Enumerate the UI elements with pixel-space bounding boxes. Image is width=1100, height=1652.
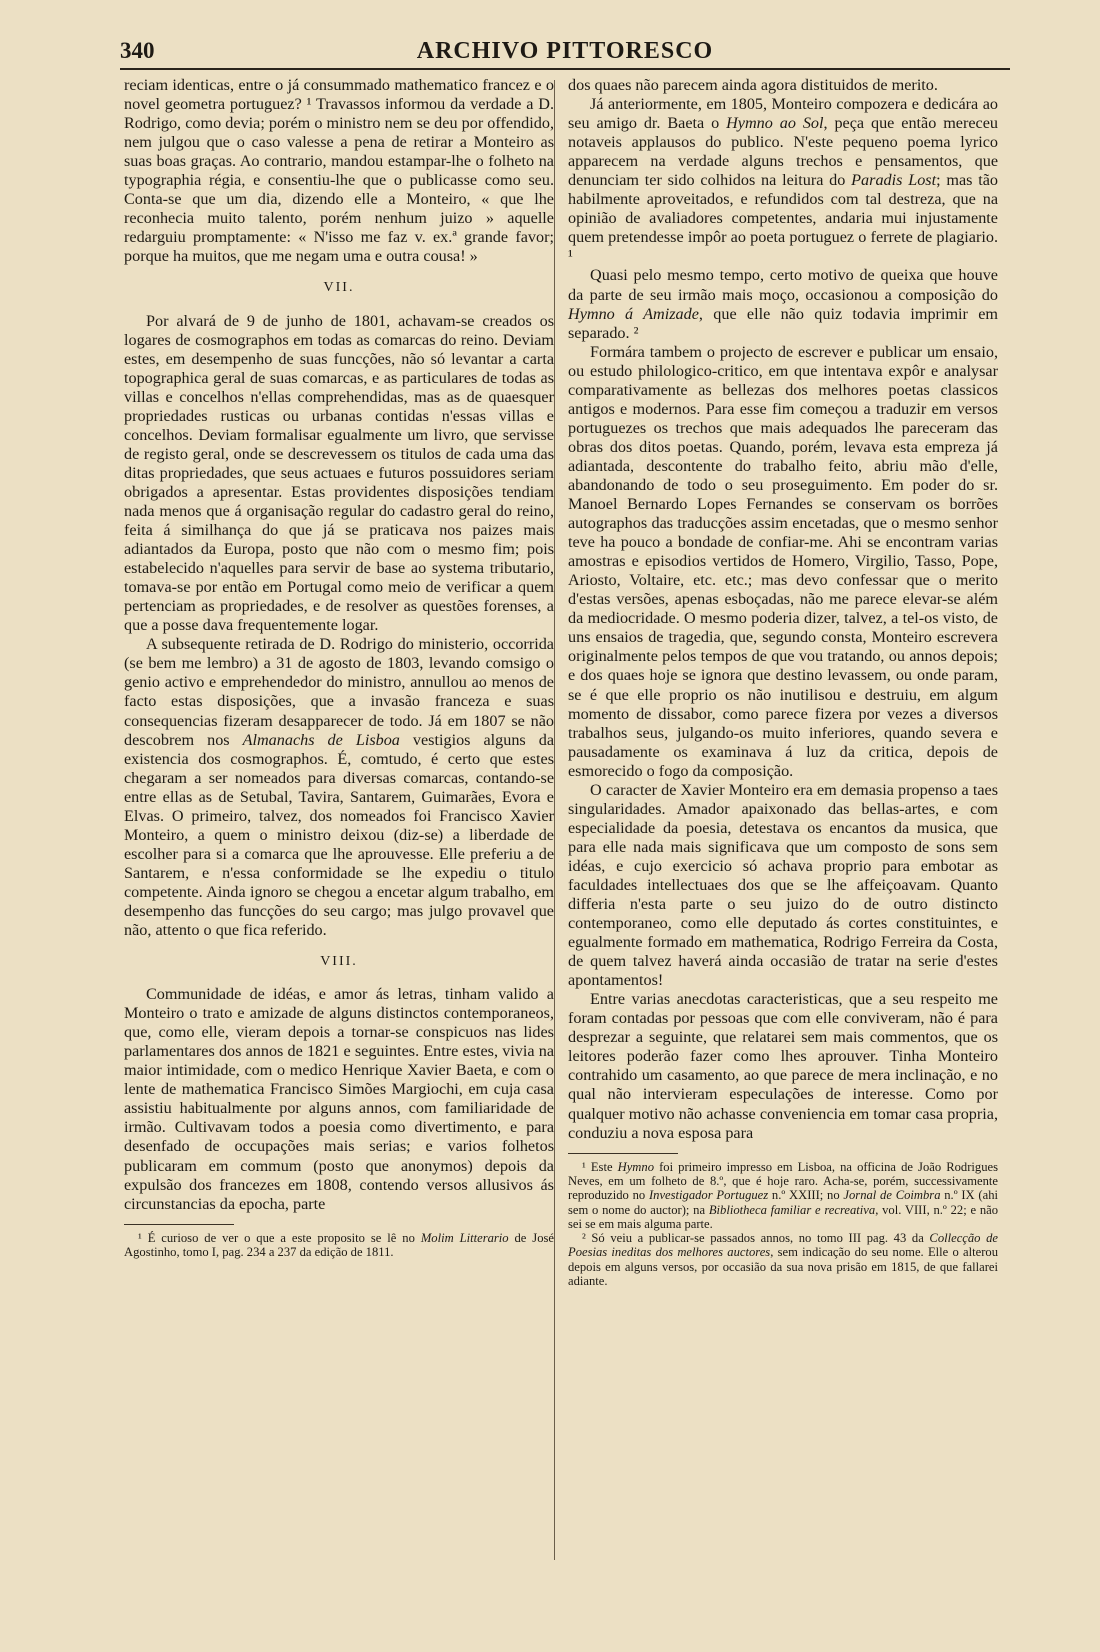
footnote-rule [124, 1224, 234, 1225]
text-run: ¹ Este [582, 1159, 618, 1174]
paragraph: reciam identicas, entre o já consummado mathematico francez e o novel geometra portuguez? ¹ Travassos informou da verdade a D. Rodrigo, como devia; porém o ministro nem se deu por offendido, nem julgou que o caso valesse a pena de retirar a Monteiro as suas boas graças. Ao contrario, mandou estampar-lhe o folheto na typographia régia, e consentiu-lhe que o publicasse como seu. Conta-se que um dia, dizendo elle a Monteiro, « que lhe reconhecia muito talento, porém nenhum juizo » aquelle redarguiu promptamente: « N'isso me faz v. ex.ª grande favor; porque ha muitos, que me negam uma e outra cousa! » [124, 76, 554, 266]
section-heading-viii: VIII. [320, 954, 358, 970]
italic-title: Hymno á Amizade [568, 304, 699, 323]
footnote [568, 1231, 998, 1288]
footnote [124, 1231, 554, 1260]
text-run: , sem indicação do seu nome. Elle o alterou depois em alguns versos, por occasião da sua nova prisão em 1815, de que fallarei adiante. [568, 1245, 999, 1288]
page-header [120, 36, 1010, 70]
text-run: , vol. VIII, n.º 22; e não sei se em mais alguma parte. [568, 1202, 999, 1231]
text-run: de José Agostinho, tomo I, pag. 234 a 237 da edição de 1811. [124, 1230, 554, 1259]
footnote-rule [568, 1153, 678, 1154]
footnotes [124, 1231, 554, 1260]
text-run: A subsequente retirada de D. Rodrigo do ministerio, occorrida (se bem me lembro) a 31 de agosto de 1803, levando comsigo o genio activo e emprehendedor do ministro, annullou ao menos de facto estas disposições, que a invasão franceza e suas consequencias fizeram desapparecer de todo. Já em 1807 se não descobrem nos [124, 635, 554, 749]
left-column [124, 76, 554, 1259]
running-title: ARCHIVO PITTORESCO [416, 38, 714, 64]
italic-title: Molim Litterario [420, 1230, 509, 1245]
paragraph: Entre varias anecdotas caracteristicas, que a seu respeito me foram contadas por pessoas que com elle conviveram, não é para desprezar a seguinte, que relatarei sem mais commentos, que os leitores poderão fazer como lhes aprouver. Tinha Monteiro contrahido um casamento, ao que parece de mera inclinação, e no qual não intervieram especulações de interesse. Como por qualquer motivo não achasse conveniencia em tomar casa propria, conduziu a nova esposa para [568, 990, 998, 1142]
paragraph [568, 266, 998, 342]
section-heading-vii: VII. [323, 280, 355, 296]
text-run: foi primeiro impresso em Lisboa, na officina de João Rodrigues Neves, em um folheto de 8.º, que é hoje raro. Acha-se, porém, successivamente reproduzido no [568, 1159, 998, 1203]
italic-title: Paradis Lost [851, 171, 937, 190]
text-run: n.º IX (ahi sem o nome do auctor); na [568, 1188, 998, 1217]
text-run: ; mas tão habilmente aproveitados, e refundidos com tal destreza, que na opinião de avaliadores competentes, andaria mui injustamente quem pretendesse impôr ao poeta portuguez o ferrete de plagiario. ¹ [568, 171, 998, 266]
paragraph: Communidade de idéas, e amor ás letras, tinham valido a Monteiro o trato e amizade de alguns distinctos contemporaneos, que, como elle, vieram depois a tornar-se conspicuos nas lides parlamentares dos annos de 1821 e seguintes. Entre estes, vivia na maior intimidade, com o medico Henrique Xavier Baeta, e com o lente de mathematica Francisco Simões Margiochi, em cuja casa assistiu habitualmente por alguns annos, com familiaridade de irmão. Cultivavam todos a poesia como divertimento, e para desenfado de occupações mais serias; e varios folhetos publicaram em commum (posto que anonymos) depois da expulsão dos francezes em 1808, contendo versos allusivos ás circunstancias da epocha, parte [124, 985, 554, 1213]
paragraph [124, 635, 554, 940]
text-run: Quasi pelo mesmo tempo, certo motivo de queixa que houve da parte de seu irmão mais moço, occasionou a composição do [568, 266, 998, 304]
italic-title: Hymno [617, 1159, 654, 1174]
paragraph [568, 95, 998, 266]
italic-title: Jornal de Coimbra [843, 1188, 941, 1203]
text-run: ² Só veiu a publicar-se passados annos, no tomo III pag. 43 da [582, 1231, 930, 1246]
text-run: vestigios alguns da existencia dos cosmographos. É, comtudo, é certo que estes chegaram a ser nomeados para diversas comarcas, contando-se entre ellas as de Setubal, Tavira, Santarem, Guimarães, Evora e Elvas. O primeiro, talvez, dos nomeados foi Francisco Xavier Monteiro, a quem o ministro deixou (diz-se) a liberdade de escolher para si a comarca que lhe aprouvesse. Elle preferiu a de Santarem, e n'essa conformidade se lhe expediu o titulo competente. Ainda ignoro se chegou a encetar algum trabalho, em desempenho das funcções do seu cargo; mas julgo provavel que não, attento o que fica referido. [124, 730, 554, 940]
footnotes [568, 1160, 998, 1289]
footnote [568, 1160, 998, 1231]
paragraph: Formára tambem o projecto de escrever e publicar um ensaio, ou estudo philologico-critico, em que intentava expôr e analysar comparativamente as bellezas dos melhores poetas classicos antigos e modernos. Para esse fim começou a traduzir em versos portuguezes os trechos que mais adequados lhe pareceram das obras dos ditos poetas. Quando, porém, levava esta empreza já adiantada, descontente do trabalho feito, abriu mão d'elle, abandonando de todo o seu proseguimento. Em poder do sr. Manoel Bernardo Lopes Fernandes se conservam os borrões autographos das traducções assim encetadas, que o mesmo senhor teve ha pouco a bondade de confiar-me. Ahi se encontram varias amostras e episodios vertidos de Homero, Virgilio, Tasso, Pope, Ariosto, Voltaire, etc. etc.; mas devo confessar que o merito d'estas versões, apenas esboçadas, não me parece elevar-se além da mediocridade. O mesmo poderia dizer, talvez, a tel-os visto, de uns ensaios de tragedia, que, segundo consta, Monteiro escrevera originalmente pelos tempos de que vou tratando, ou annos depois; e dos quaes hoje se ignora que destino levassem, ou onde param, se é que elle proprio os não inutilisou e destruiu, em algum momento de dissabor, como parece fizera por vezes a diversos trabalhos seus, julgando-os muito inferiores, quando severa e pausadamente os examinava á luz da critica, depois de esmorecido o fogo da composição. [568, 342, 998, 780]
page-number: 340 [120, 38, 155, 63]
right-column [568, 76, 998, 1288]
text-run: , que elle não quiz todavia imprimir em separado. ² [568, 304, 998, 342]
paragraph: O caracter de Xavier Monteiro era em demasia propenso a taes singularidades. Amador apaixonado das bellas-artes, e com especialidade da poesia, detestava os encantos da musica, que para elle nada mais significava que um composto de sons sem idéas, e cujo exercicio só achava proprio para embotar as faculdades intellectuaes dos que se lhe affeiçoavam. Quanto differia n'esta parte o seu juizo do de outro distincto contemporaneo, como elle deputado ás cortes constituintes, e egualmente formado em mathematica, Rodrigo Ferreira da Costa, de quem talvez haverá ainda occasião de tratar na serie d'estes apontamentos! [568, 780, 998, 990]
italic-title: Almanachs de Lisboa [242, 730, 400, 749]
column-divider [554, 80, 555, 1560]
text-run: ¹ É curioso de ver o que a este proposito se lê no [138, 1230, 421, 1245]
italic-title: Investigador Portuguez [648, 1188, 769, 1203]
paragraph: Por alvará de 9 de junho de 1801, achavam-se creados os logares de cosmographos em todas as comarcas do reino. Deviam estes, em desempenho de suas funcções, não só levantar a carta topographica geral de suas comarcas, e as particulares de todas as villas e concelhos n'ellas comprehendidas, mas as de quaesquer propriedades rusticas ou urbanas contidas n'essas villas e concelhos. Deviam formalisar egualmente um livro, que servisse de registo geral, onde se descrevessem os titulos de cada uma das ditas propriedades, que seus actuaes e futuros possuidores seriam obrigados a apresentar. Estas providentes disposições tendiam nada menos que á organisação regular do cadastro geral do reino, feita á similhança do que já se praticava nos paizes mais adiantados da Europa, posto que não com o mesmo fim; pois estabelecido n'aquelles para servir de base ao systema tributario, tomava-se por então em Portugal como meio de verificar a quem pertenciam as propriedades, e de resolver as questões forenses, a que a posse dava frequentemente logar. [124, 311, 554, 635]
header-rule [120, 68, 1010, 70]
text-run: Já anteriormente, em 1805, Monteiro compozera e dedicára ao seu amigo dr. Baeta o [568, 95, 998, 133]
text-run: n.º XXIII; no [768, 1188, 844, 1203]
italic-title: Hymno ao Sol [726, 114, 824, 133]
italic-title: Bibliotheca familiar e recreativa [708, 1202, 876, 1217]
paragraph: dos quaes não parecem ainda agora distituidos de merito. [568, 76, 938, 94]
text-run: , peça que então mereceu notaveis applausos do publico. N'este pequeno poema lyrico apparecem na verdade alguns trechos e pensamentos, que denunciam ter sido colhidos na leitura do [568, 114, 999, 190]
italic-title: Collecção de Poesias ineditas dos melhores auctores [568, 1231, 998, 1260]
